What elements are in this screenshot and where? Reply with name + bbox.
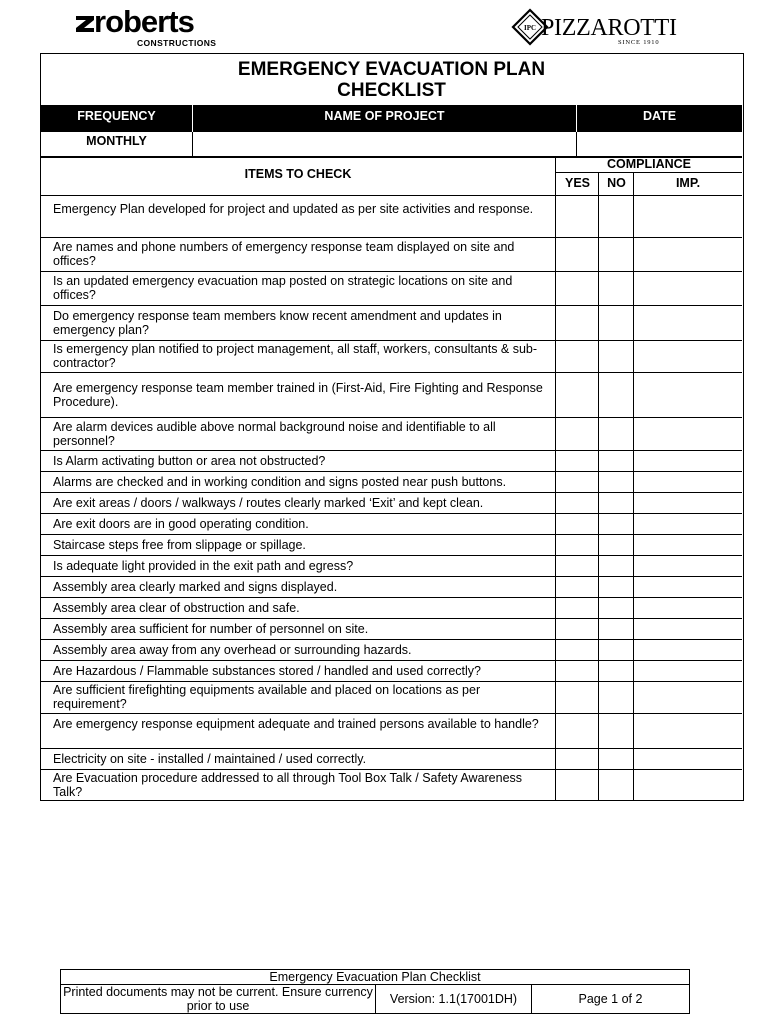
imp-cell[interactable] xyxy=(634,514,742,534)
column-line xyxy=(598,682,599,713)
checklist-item-text: Assembly area sufficient for number of personnel on site. xyxy=(53,622,369,636)
yes-cell[interactable] xyxy=(556,770,598,800)
items-to-check-header: ITEMS TO CHECK xyxy=(244,167,352,181)
column-line xyxy=(633,619,634,639)
checklist-item-text: Is emergency plan notified to project management, all staff, workers, consultants & sub-contractor? xyxy=(53,342,538,370)
column-line xyxy=(633,640,634,660)
column-line xyxy=(598,418,599,450)
table-row xyxy=(41,639,742,660)
column-line xyxy=(633,514,634,534)
table-row xyxy=(41,271,742,305)
column-line xyxy=(633,272,634,305)
column-line xyxy=(598,556,599,576)
column-line xyxy=(633,714,634,748)
roberts-logo xyxy=(74,6,234,46)
imp-cell[interactable] xyxy=(634,472,742,492)
title-line-1: EMERGENCY EVACUATION PLAN xyxy=(237,59,546,80)
project-header: NAME OF PROJECT xyxy=(193,105,576,132)
checklist-item-text: Is an updated emergency evacuation map posted on strategic locations on site and offices? xyxy=(53,274,513,302)
column-line xyxy=(555,306,556,340)
title-line-2: CHECKLIST xyxy=(337,80,446,101)
column-line xyxy=(633,196,634,237)
table-row xyxy=(41,713,742,748)
imp-cell[interactable] xyxy=(634,577,742,597)
column-line xyxy=(598,451,599,471)
yes-cell[interactable] xyxy=(556,682,598,713)
no-cell[interactable] xyxy=(599,640,633,660)
table-row xyxy=(41,340,742,372)
column-line xyxy=(633,535,634,555)
column-line xyxy=(555,619,556,639)
column-line xyxy=(633,682,634,713)
table-row xyxy=(41,305,742,340)
no-cell[interactable] xyxy=(599,451,633,471)
yes-cell[interactable] xyxy=(556,238,598,271)
imp-cell[interactable] xyxy=(634,238,742,271)
column-line xyxy=(633,749,634,769)
imp-cell[interactable] xyxy=(634,373,742,417)
column-line xyxy=(555,514,556,534)
column-line xyxy=(555,472,556,492)
column-line xyxy=(598,306,599,340)
imp-cell[interactable] xyxy=(634,451,742,471)
no-cell[interactable] xyxy=(599,577,633,597)
document-footer xyxy=(60,969,690,1014)
imp-cell[interactable] xyxy=(634,493,742,513)
no-cell[interactable] xyxy=(599,682,633,713)
imp-cell[interactable] xyxy=(634,341,742,372)
column-line xyxy=(598,172,599,195)
no-cell[interactable] xyxy=(599,619,633,639)
no-cell[interactable] xyxy=(599,770,633,800)
table-row xyxy=(41,450,742,471)
imp-cell[interactable] xyxy=(634,196,742,237)
no-cell[interactable] xyxy=(599,196,633,237)
date-header: DATE xyxy=(577,105,742,132)
column-line xyxy=(598,598,599,618)
date-value[interactable] xyxy=(577,132,742,156)
column-line xyxy=(633,556,634,576)
project-value[interactable] xyxy=(193,132,576,156)
svg-text:IPC: IPC xyxy=(523,24,537,32)
no-column-header: NO xyxy=(607,176,626,190)
column-line xyxy=(598,238,599,271)
column-line xyxy=(633,306,634,340)
no-cell[interactable] xyxy=(599,238,633,271)
yes-cell[interactable] xyxy=(556,196,598,237)
column-line xyxy=(598,577,599,597)
frequency-header: FREQUENCY xyxy=(41,105,192,132)
no-cell[interactable] xyxy=(599,514,633,534)
imp-cell[interactable] xyxy=(634,598,742,618)
column-line xyxy=(598,514,599,534)
checklist-item-text: Emergency Plan developed for project and updated as per site activities and response. xyxy=(53,202,534,216)
imp-cell[interactable] xyxy=(634,682,742,713)
yes-cell[interactable] xyxy=(556,272,598,305)
column-line xyxy=(633,418,634,450)
column-line xyxy=(555,682,556,713)
imp-cell[interactable] xyxy=(634,640,742,660)
header-divider xyxy=(192,105,193,132)
table-row xyxy=(41,769,742,800)
imp-cell[interactable] xyxy=(634,770,742,800)
column-line xyxy=(633,577,634,597)
column-line xyxy=(555,598,556,618)
no-cell[interactable] xyxy=(599,535,633,555)
column-line xyxy=(598,749,599,769)
table-row xyxy=(41,534,742,555)
column-line xyxy=(633,598,634,618)
imp-cell[interactable] xyxy=(634,619,742,639)
value-divider xyxy=(576,132,577,156)
column-line xyxy=(633,373,634,417)
yes-cell[interactable] xyxy=(556,577,598,597)
footer-page-number: Page 1 of 2 xyxy=(531,985,689,1013)
column-line xyxy=(598,770,599,800)
column-line xyxy=(555,770,556,800)
imp-cell[interactable] xyxy=(634,556,742,576)
yes-column-header: YES xyxy=(564,176,590,190)
column-line xyxy=(598,196,599,237)
header-divider xyxy=(576,105,577,132)
no-cell[interactable] xyxy=(599,714,633,748)
yes-cell[interactable] xyxy=(556,493,598,513)
yes-cell[interactable] xyxy=(556,619,598,639)
yes-cell[interactable] xyxy=(556,341,598,372)
checklist-item-text: Are alarm devices audible above normal background noise and identifiable to all personnel? xyxy=(53,420,496,448)
yes-cell[interactable] xyxy=(556,714,598,748)
yes-cell[interactable] xyxy=(556,598,598,618)
column-line xyxy=(555,714,556,748)
table-row xyxy=(41,513,742,534)
imp-cell[interactable] xyxy=(634,749,742,769)
column-line xyxy=(598,493,599,513)
imp-cell[interactable] xyxy=(634,272,742,305)
no-cell[interactable] xyxy=(599,341,633,372)
no-cell[interactable] xyxy=(599,556,633,576)
footer-version: Version: 1.1(17001DH) xyxy=(375,985,531,1013)
column-line xyxy=(598,341,599,372)
checklist-item-text: Are exit doors are in good operating condition. xyxy=(53,517,309,531)
column-line xyxy=(555,451,556,471)
document-title xyxy=(41,54,742,105)
column-line xyxy=(555,661,556,681)
yes-cell[interactable] xyxy=(556,640,598,660)
checklist-item-text: Staircase steps free from slippage or spillage. xyxy=(53,538,306,552)
column-line xyxy=(633,661,634,681)
no-cell[interactable] xyxy=(599,272,633,305)
yes-cell[interactable] xyxy=(556,418,598,450)
column-line xyxy=(633,451,634,471)
checklist-item-text: Do emergency response team members know recent amendment and updates in emergency plan? xyxy=(53,309,502,337)
column-line xyxy=(633,472,634,492)
no-cell[interactable] xyxy=(599,493,633,513)
column-line xyxy=(555,556,556,576)
checklist-item-text: Assembly area clear of obstruction and safe. xyxy=(53,601,300,615)
column-line xyxy=(555,157,556,195)
checklist-item-text: Are Evacuation procedure addressed to all through Tool Box Talk / Safety Awareness Talk? xyxy=(53,771,523,799)
no-cell[interactable] xyxy=(599,418,633,450)
no-cell[interactable] xyxy=(599,472,633,492)
yes-cell[interactable] xyxy=(556,749,598,769)
column-line xyxy=(598,272,599,305)
yes-cell[interactable] xyxy=(556,556,598,576)
checklist-item-text: Is adequate light provided in the exit path and egress? xyxy=(53,559,354,573)
checklist-sheet xyxy=(40,53,744,801)
table-row xyxy=(41,576,742,597)
table-row xyxy=(41,471,742,492)
column-line xyxy=(598,472,599,492)
value-divider xyxy=(192,132,193,156)
checklist-item-text: Are emergency response team member trained in (First-Aid, Fire Fighting and Response Procedure). xyxy=(53,381,543,409)
checklist-item-text: Are Hazardous / Flammable substances stored / handled and used correctly? xyxy=(53,664,482,678)
yes-cell[interactable] xyxy=(556,373,598,417)
table-row xyxy=(41,492,742,513)
table-row xyxy=(41,237,742,271)
column-line xyxy=(555,373,556,417)
checklist-item-text: Is Alarm activating button or area not obstructed? xyxy=(53,454,326,468)
column-line xyxy=(555,640,556,660)
imp-cell[interactable] xyxy=(634,661,742,681)
column-line xyxy=(598,714,599,748)
no-cell[interactable] xyxy=(599,373,633,417)
column-line xyxy=(633,493,634,513)
no-cell[interactable] xyxy=(599,661,633,681)
yes-cell[interactable] xyxy=(556,514,598,534)
no-cell[interactable] xyxy=(599,749,633,769)
compliance-divider xyxy=(556,172,742,173)
checklist-item-text: Alarms are checked and in working condition and signs posted near push buttons. xyxy=(53,475,507,489)
column-line xyxy=(633,238,634,271)
column-line xyxy=(555,341,556,372)
column-line xyxy=(555,238,556,271)
compliance-header: COMPLIANCE xyxy=(606,157,692,171)
column-line xyxy=(633,770,634,800)
table-row xyxy=(41,555,742,576)
imp-cell[interactable] xyxy=(634,418,742,450)
column-line xyxy=(555,535,556,555)
imp-cell[interactable] xyxy=(634,714,742,748)
table-row xyxy=(41,417,742,450)
checklist-item-text: Assembly area away from any overhead or surrounding hazards. xyxy=(53,643,412,657)
column-line xyxy=(555,577,556,597)
table-row xyxy=(41,681,742,713)
column-line xyxy=(598,661,599,681)
checklist-item-text: Are names and phone numbers of emergency response team displayed on site and offices? xyxy=(53,240,515,268)
imp-cell[interactable] xyxy=(634,306,742,340)
table-row xyxy=(41,372,742,417)
checklist-item-text: Electricity on site - installed / maintained / used correctly. xyxy=(53,752,367,766)
column-line xyxy=(555,418,556,450)
checklist-item-text: Are emergency response equipment adequate and trained persons available to handle? xyxy=(53,717,539,731)
column-line xyxy=(598,619,599,639)
yes-cell[interactable] xyxy=(556,306,598,340)
checklist-item-text: Are sufficient firefighting equipments available and placed on locations as per requirement? xyxy=(53,683,481,711)
roberts-z-icon xyxy=(74,12,96,34)
checklist-item-text: Assembly area clearly marked and signs displayed. xyxy=(53,580,338,594)
pizzarotti-logo xyxy=(511,6,677,48)
no-cell[interactable] xyxy=(599,306,633,340)
column-line xyxy=(555,272,556,305)
column-line xyxy=(633,341,634,372)
column-line xyxy=(633,172,634,195)
checklist-item-text: Are exit areas / doors / walkways / routes clearly marked ‘Exit’ and kept clean. xyxy=(53,496,484,510)
roberts-subtitle: CONSTRUCTIONS xyxy=(137,38,217,48)
yes-cell[interactable] xyxy=(556,451,598,471)
imp-cell[interactable] xyxy=(634,535,742,555)
table-row xyxy=(41,195,742,237)
column-line xyxy=(555,196,556,237)
footer-doc-title: Emergency Evacuation Plan Checklist xyxy=(61,970,689,985)
yes-cell[interactable] xyxy=(556,472,598,492)
column-line xyxy=(555,493,556,513)
pizzarotti-since: SINCE 1910 xyxy=(618,39,660,46)
table-row xyxy=(41,597,742,618)
imp-column-header: IMP. xyxy=(675,176,701,190)
frequency-value[interactable]: MONTHLY xyxy=(86,134,147,148)
no-cell[interactable] xyxy=(599,598,633,618)
column-line xyxy=(555,749,556,769)
yes-cell[interactable] xyxy=(556,661,598,681)
roberts-wordmark: roberts xyxy=(94,4,194,39)
column-line xyxy=(598,535,599,555)
column-line xyxy=(598,373,599,417)
pizzarotti-wordmark: PIZZAROTTI xyxy=(541,15,677,41)
footer-note: Printed documents may not be current. Ensure currency prior to use xyxy=(63,985,373,1013)
yes-cell[interactable] xyxy=(556,535,598,555)
table-row xyxy=(41,748,742,769)
table-row xyxy=(41,660,742,681)
table-row xyxy=(41,618,742,639)
column-line xyxy=(598,640,599,660)
